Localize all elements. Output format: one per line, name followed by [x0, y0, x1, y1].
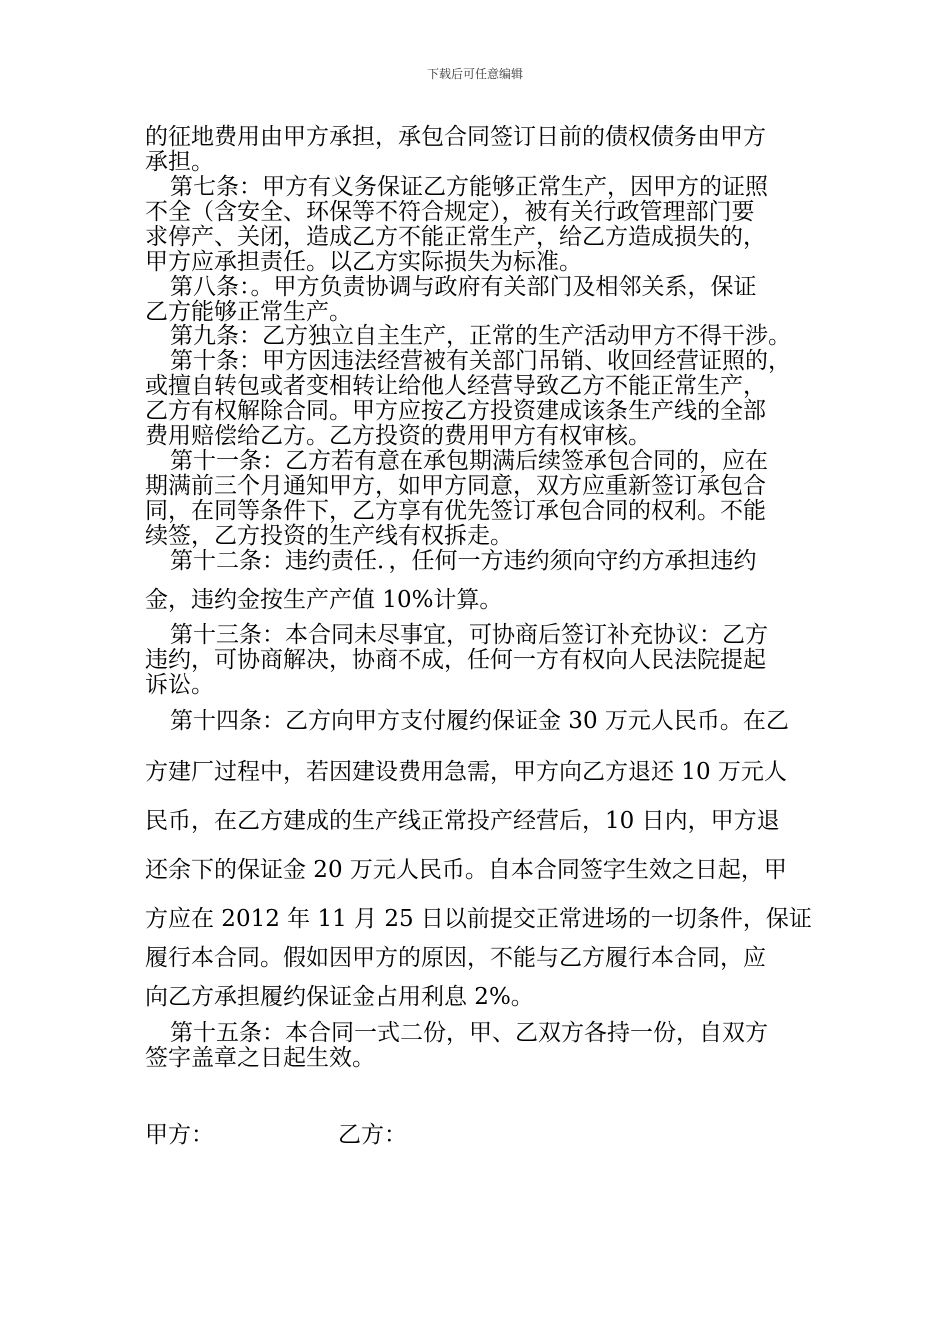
contract-line: 第十条：甲方因违法经营被有关部门吊销、收回经营证照的， — [170, 348, 791, 374]
contract-line: 续签，乙方投资的生产线有权拆走。 — [145, 523, 513, 549]
contract-line: 不全（含安全、环保等不符合规定），被有关行政管理部门要 — [145, 199, 755, 225]
contract-line: 乙方能够正常生产。 — [145, 299, 352, 325]
contract-line: 乙方有权解除合同。甲方应按乙方投资建成该条生产线的全部 — [145, 398, 766, 424]
contract-line: 第十五条：本合同一式二份，甲、乙双方各持一份，自双方 — [170, 1020, 768, 1046]
contract-line: 第十三条：本合同未尽事宜，可协商后签订补充协议：乙方 — [170, 622, 768, 648]
contract-line: 方建厂过程中，若因建设费用急需，甲方向乙方退还 10 万元人 — [145, 759, 787, 785]
party-b-label: 乙方： — [338, 1122, 407, 1148]
contract-line: 第八条：。甲方负责协调与政府有关部门及相邻关系，保证 — [170, 274, 757, 300]
contract-line: 第十四条：乙方向甲方支付履约保证金 30 万元人民币。在乙 — [170, 708, 789, 734]
contract-line: 金，违约金按生产产值 10%计算。 — [145, 587, 503, 613]
contract-line: 第七条：甲方有义务保证乙方能够正常生产，因甲方的证照 — [170, 174, 768, 200]
contract-line: 承担。 — [145, 149, 214, 175]
contract-line: 履行本合同。假如因甲方的原因，不能与乙方履行本合同，应 — [145, 945, 766, 971]
contract-line: 签字盖章之日起生效。 — [145, 1045, 375, 1071]
contract-line: 的征地费用由甲方承担，承包合同签订日前的债权债务由甲方 — [145, 124, 766, 150]
contract-line: 费用赔偿给乙方。乙方投资的费用甲方有权审核。 — [145, 423, 651, 449]
contract-line: 违约，可协商解决，协商不成，任何一方有权向人民法院提起 — [145, 647, 766, 673]
contract-line: 诉讼。 — [145, 672, 214, 698]
contract-line: 第十二条：违约责任．，任何一方违约须向守约方承担违约 — [170, 548, 757, 574]
contract-line: 同，在同等条件下，乙方享有优先签订承包合同的权利。不能 — [145, 498, 766, 524]
contract-line: 第九条：乙方独立自主生产，正常的生产活动甲方不得干涉。 — [170, 323, 791, 349]
contract-line: 民币，在乙方建成的生产线正常投产经营后，10 日内，甲方退 — [145, 808, 780, 834]
party-a-label: 甲方： — [145, 1122, 214, 1148]
contract-line: 方应在 2012 年 11 月 25 日以前提交正常进场的一切条件，保证 — [145, 906, 812, 932]
contract-line: 向乙方承担履约保证金占用利息 2%。 — [145, 984, 534, 1010]
contract-line: 第十一条：乙方若有意在承包期满后续签承包合同的，应在 — [170, 448, 768, 474]
contract-line: 或擅自转包或者变相转让给他人经营导致乙方不能正常生产， — [145, 373, 766, 399]
contract-line: 求停产、关闭，造成乙方不能正常生产，给乙方造成损失的， — [145, 224, 766, 250]
contract-line: 期满前三个月通知甲方，如甲方同意，双方应重新签订承包合 — [145, 473, 766, 499]
contract-line: 还余下的保证金 20 万元人民币。自本合同签字生效之日起，甲 — [145, 857, 787, 883]
page-header: 下载后可任意编辑 — [426, 67, 523, 81]
contract-line: 甲方应承担责任。以乙方实际损失为标准。 — [145, 249, 582, 275]
